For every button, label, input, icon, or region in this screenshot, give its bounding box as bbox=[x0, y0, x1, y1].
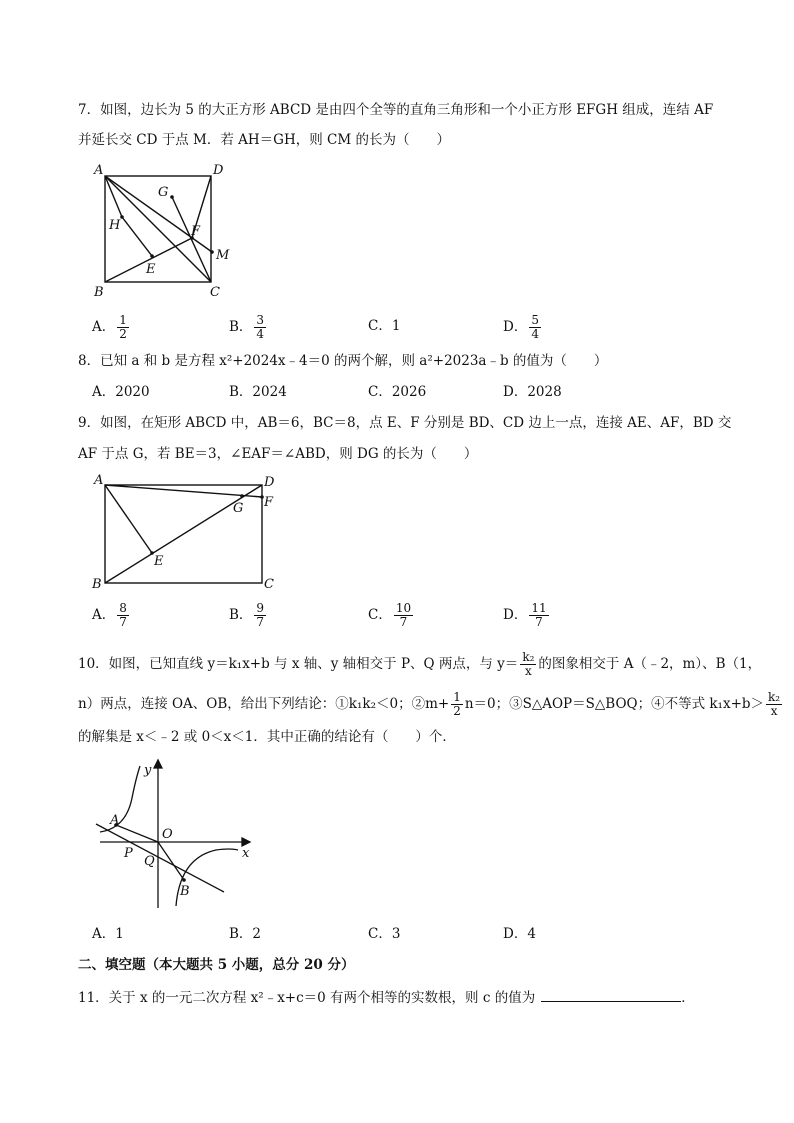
q10-label-P: P bbox=[124, 846, 133, 861]
q10-label-B: B bbox=[180, 884, 190, 899]
q7-label-F: F bbox=[191, 224, 201, 239]
q7-option-a: A． $\frac{1}{2}$ bbox=[92, 313, 127, 341]
q10-label-A: A bbox=[110, 813, 120, 828]
q7-label-E: E bbox=[146, 262, 156, 277]
q11-text: 11．关于 x 的一元二次方程 x²﹣x+c＝0 有两个相等的实数根，则 c 的值为 ． bbox=[78, 987, 695, 1008]
q10-label-x: x bbox=[242, 846, 250, 861]
q7-label-D: D bbox=[213, 163, 224, 178]
section-title-fill-in: 二、填空题（本大题共 5 小题，总分 20 分） bbox=[78, 957, 355, 973]
q7-label-M: M bbox=[216, 248, 230, 263]
q7-label-C: C bbox=[210, 285, 220, 300]
q7-option-d: D． $\frac{5}{4}$ bbox=[503, 313, 539, 341]
q10-text-line1: 10．如图，已知直线 y＝k₁x+b 与 x 轴、y 轴相交于 P、Q 两点，与 y＝ $\frac{\text{k₂}}{x}$ 的图象相交于 A（﹣2，m）、B（1， bbox=[78, 650, 762, 678]
q9-label-B: B bbox=[92, 577, 102, 592]
q9-label-A: A bbox=[94, 473, 104, 488]
q9-label-D: D bbox=[264, 475, 275, 490]
q9-label-E: E bbox=[154, 554, 164, 569]
q10-text-line2: n）两点，连接 OA、OB，给出下列结论：①k₁k₂＜0；②m+ $\frac{1}{2}$ n＝0；③S△AOP＝S△BOQ；④不等式 k₁x+b＞ $\frac{\text{k₂}}{x}$ bbox=[78, 690, 781, 718]
q10-option-d: D．4 bbox=[503, 926, 536, 942]
q7-option-b: B． $\frac{3}{4}$ bbox=[229, 313, 265, 341]
q8-text: 8．已知 a 和 b 是方程 x²+2024x﹣4＝0 的两个解，则 a²+2023a﹣b 的值为（ ） bbox=[78, 353, 608, 369]
q7-label-G: G bbox=[158, 185, 169, 200]
q10-option-a: A．1 bbox=[92, 926, 124, 942]
q10-text-line3: 的解集是 x＜﹣2 或 0＜x＜1．其中正确的结论有（ ）个． bbox=[78, 729, 456, 745]
q9-text-line1: 9．如图，在矩形 ABCD 中，AB＝6，BC＝8，点 E、F 分别是 BD、CD 边上一点，连接 AE、AF，BD 交 bbox=[78, 415, 732, 431]
q8-option-b: B．2024 bbox=[229, 384, 287, 400]
q9-option-c: C． $\frac{10}{7}$ bbox=[368, 601, 412, 629]
q8-option-c: C．2026 bbox=[368, 384, 427, 400]
q7-label-A: A bbox=[94, 163, 104, 178]
q7-label-B: B bbox=[94, 285, 104, 300]
q10-label-Q: Q bbox=[144, 854, 155, 869]
q10-figure-graph bbox=[92, 758, 262, 916]
q7-text-line1: 7．如图，边长为 5 的大正方形 ABCD 是由四个全等的直角三角形和一个小正方形 EFGH 组成，连结 AF bbox=[78, 102, 714, 118]
q8-option-a: A．2020 bbox=[92, 384, 150, 400]
q7-option-c: C．1 bbox=[368, 318, 401, 334]
q11-answer-blank[interactable] bbox=[541, 987, 681, 1002]
q9-option-d: D． $\frac{11}{7}$ bbox=[503, 601, 547, 629]
q8-option-d: D．2028 bbox=[503, 384, 562, 400]
q9-option-b: B． $\frac{9}{7}$ bbox=[229, 601, 265, 629]
q10-option-b: B．2 bbox=[229, 926, 262, 942]
q9-label-G: G bbox=[233, 501, 244, 516]
q9-label-C: C bbox=[264, 577, 274, 592]
q9-option-a: A． $\frac{8}{7}$ bbox=[92, 601, 127, 629]
q7-text-line2: 并延长交 CD 于点 M．若 AH＝GH，则 CM 的长为（ ） bbox=[78, 132, 450, 148]
q7-figure-square bbox=[90, 162, 240, 302]
q7-label-H: H bbox=[109, 218, 121, 233]
q10-option-c: C．3 bbox=[368, 926, 401, 942]
q9-figure-rectangle bbox=[88, 472, 288, 596]
q10-label-O: O bbox=[162, 827, 173, 842]
q9-label-F: F bbox=[264, 495, 274, 510]
q9-text-line2: AF 于点 G，若 BE＝3，∠EAF＝∠ABD，则 DG 的长为（ ） bbox=[78, 446, 478, 462]
q10-label-y: y bbox=[144, 763, 152, 778]
